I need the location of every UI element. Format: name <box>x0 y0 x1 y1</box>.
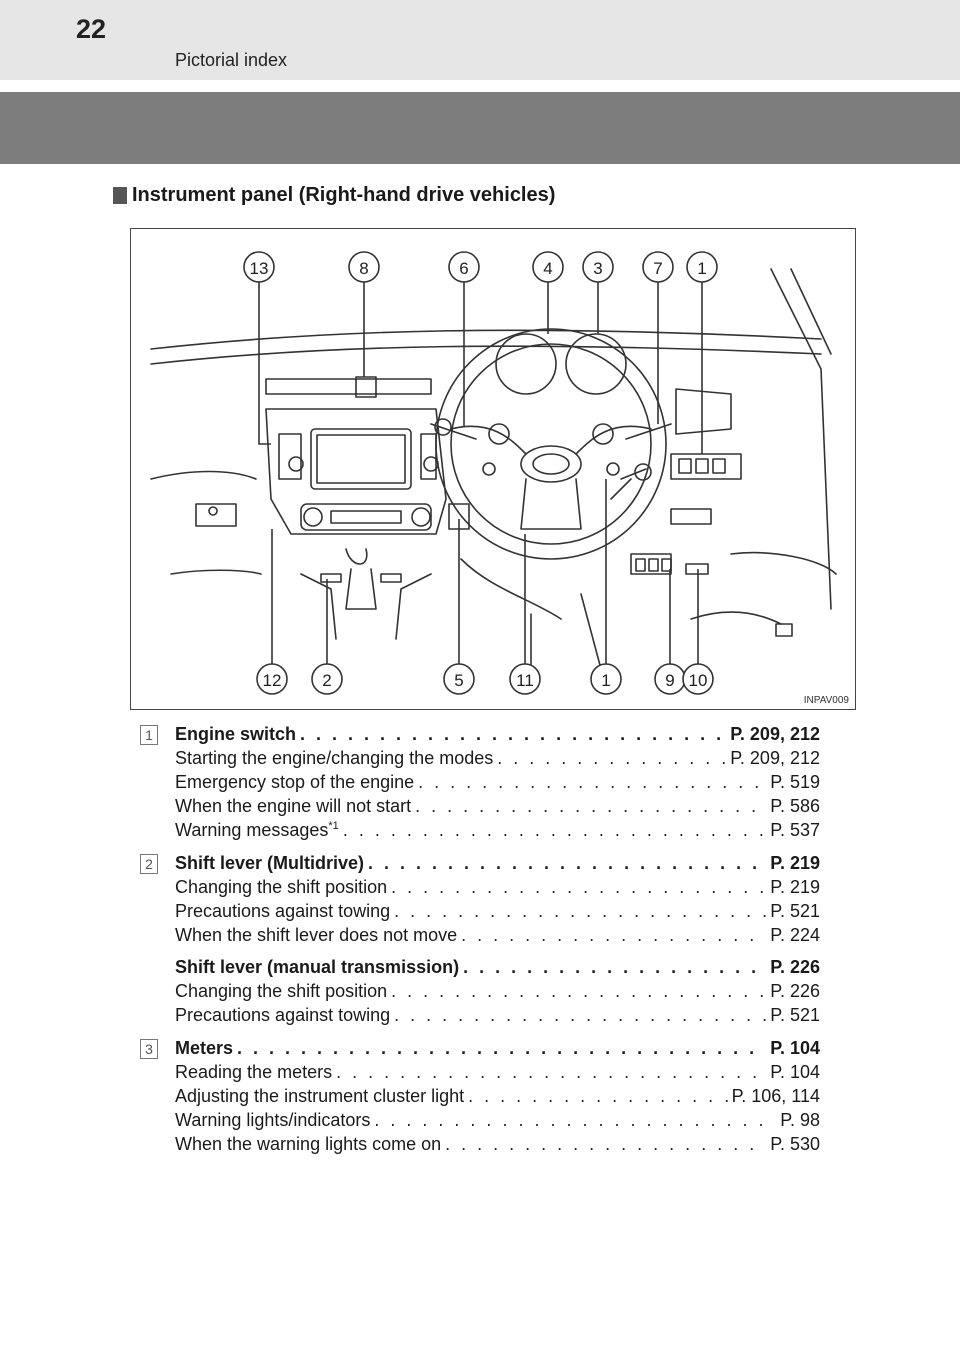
index-subentry[interactable] <box>175 1060 820 1084</box>
page-reference[interactable]: P. 104 <box>770 1062 820 1082</box>
entry-text: Shift lever (manual transmission) <box>175 957 460 977</box>
entry-text: Engine switch <box>175 724 297 744</box>
page-reference[interactable]: P. 530 <box>770 1134 820 1154</box>
index-subentry[interactable] <box>175 818 820 842</box>
bottom-callouts <box>257 664 713 694</box>
instrument-panel-illustration <box>131 229 855 709</box>
leader-dots <box>394 1003 766 1027</box>
figure-code: INPAV009 <box>803 695 849 706</box>
top-callouts <box>244 252 717 282</box>
page-reference[interactable]: P. 219 <box>770 877 820 897</box>
index-list <box>140 722 820 1165</box>
page-reference[interactable]: P. 209, 212 <box>730 748 820 768</box>
index-heading[interactable] <box>175 1036 820 1060</box>
callout-1-top: 1 <box>697 259 707 278</box>
entry-text: Shift lever (Multidrive) <box>175 853 365 873</box>
index-heading[interactable] <box>175 851 820 875</box>
entry-text: Precautions against towing <box>175 901 391 921</box>
callout-3: 3 <box>593 259 603 278</box>
index-group <box>140 722 820 842</box>
callout-13: 13 <box>249 259 269 278</box>
page-reference[interactable]: P. 521 <box>770 1005 820 1025</box>
decorative-band <box>0 92 960 164</box>
page-reference[interactable]: P. 586 <box>770 796 820 816</box>
index-group <box>140 1036 820 1156</box>
section-heading <box>113 184 555 207</box>
page-reference[interactable]: P. 106, 114 <box>731 1086 820 1106</box>
leader-dots <box>497 746 726 770</box>
leader-dots <box>391 979 766 1003</box>
callout-8: 8 <box>359 259 369 278</box>
page-reference[interactable]: P. 219 <box>770 853 820 873</box>
entry-text: When the engine will not start <box>175 796 412 816</box>
callout-4: 4 <box>543 259 553 278</box>
index-subentry[interactable] <box>175 875 820 899</box>
index-subentry[interactable] <box>175 979 820 1003</box>
footnote-marker: *1 <box>328 820 339 832</box>
page-reference[interactable]: P. 537 <box>770 820 820 840</box>
index-subentry[interactable] <box>175 746 820 770</box>
leader-dots <box>368 851 766 875</box>
callout-11: 11 <box>516 671 534 690</box>
entry-text: Adjusting the instrument cluster light <box>175 1086 465 1106</box>
page-number: 22 <box>76 14 107 44</box>
entry-text: Warning messages$^{*1}$ <box>175 820 339 840</box>
header-bar <box>0 0 960 80</box>
index-group <box>140 851 820 1027</box>
item-number-badge: 3 <box>140 1039 158 1059</box>
leader-dots <box>394 899 766 923</box>
callout-6: 6 <box>459 259 469 278</box>
leader-dots <box>374 1108 776 1132</box>
callout-9: 9 <box>665 671 675 690</box>
callout-10: 10 <box>688 671 708 690</box>
index-subentry[interactable] <box>175 794 820 818</box>
leader-dots <box>445 1132 766 1156</box>
item-number-badge: 2 <box>140 854 158 874</box>
entry-text: Starting the engine/changing the modes <box>175 748 494 768</box>
entry-text: Changing the shift position <box>175 981 388 1001</box>
page-reference[interactable]: P. 224 <box>770 925 820 945</box>
index-heading[interactable] <box>175 955 820 979</box>
page-reference[interactable]: P. 519 <box>770 772 820 792</box>
entry-text: Warning lights/indicators <box>175 1110 371 1130</box>
callout-5: 5 <box>454 671 464 690</box>
entry-text: When the warning lights come on <box>175 1134 442 1154</box>
leader-dots <box>391 875 766 899</box>
item-number-badge: 1 <box>140 725 158 745</box>
index-subentry[interactable] <box>175 770 820 794</box>
entry-text: Meters <box>175 1038 234 1058</box>
section-title: Instrument panel (Right-hand drive vehicles) <box>132 184 556 206</box>
page-reference[interactable]: P. 226 <box>770 957 820 977</box>
page-reference[interactable]: P. 521 <box>770 901 820 921</box>
page-reference[interactable]: P. 226 <box>770 981 820 1001</box>
page-reference[interactable]: P. 98 <box>780 1110 820 1130</box>
instrument-panel-figure <box>130 228 856 710</box>
running-title: Pictorial index <box>175 50 288 70</box>
section-bullet-icon <box>113 187 127 204</box>
index-subentry[interactable] <box>175 1084 820 1108</box>
leader-dots <box>415 794 766 818</box>
index-subentry[interactable] <box>175 923 820 947</box>
leader-dots <box>461 923 766 947</box>
entry-text: Changing the shift position <box>175 877 388 897</box>
index-heading[interactable] <box>175 722 820 746</box>
page-reference[interactable]: P. 104 <box>770 1038 820 1058</box>
index-subentry[interactable] <box>175 1132 820 1156</box>
leader-dots <box>300 722 726 746</box>
leader-dots <box>468 1084 727 1108</box>
leader-dots <box>336 1060 766 1084</box>
leader-dots <box>343 818 766 842</box>
entry-text: Precautions against towing <box>175 1005 391 1025</box>
page-reference[interactable]: P. 209, 212 <box>730 724 820 744</box>
callout-7: 7 <box>653 259 663 278</box>
entry-text: Emergency stop of the engine <box>175 772 415 792</box>
index-subentry[interactable] <box>175 1003 820 1027</box>
callout-12: 12 <box>262 671 282 690</box>
entry-text: Reading the meters <box>175 1062 333 1082</box>
index-subentry[interactable] <box>175 899 820 923</box>
callout-1-bottom: 1 <box>601 671 611 690</box>
leader-dots <box>237 1036 766 1060</box>
entry-text: When the shift lever does not move <box>175 925 458 945</box>
index-subentry[interactable] <box>175 1108 820 1132</box>
leader-dots <box>418 770 766 794</box>
callout-2: 2 <box>322 671 332 690</box>
leader-dots <box>463 955 766 979</box>
